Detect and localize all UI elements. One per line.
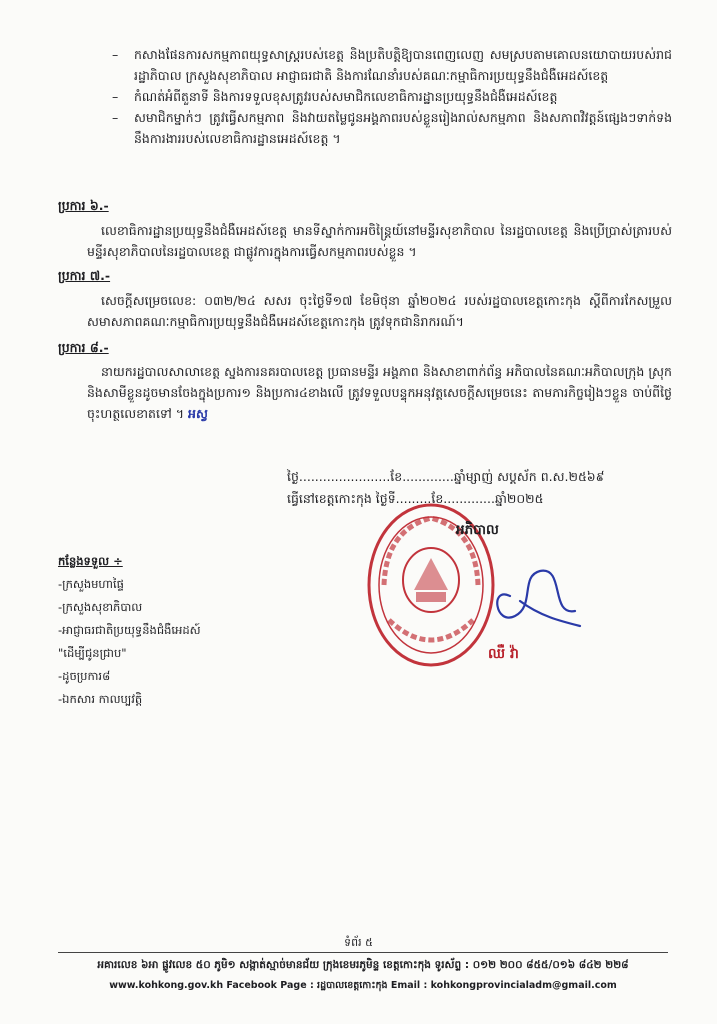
recipient-item: "ដើម្បីជូនជ្រាប" xyxy=(58,646,127,660)
article-8-text xyxy=(87,361,672,424)
recipient-item: -ឯកសារ កាលប្បវត្តិ xyxy=(58,692,143,706)
recipient-item: -ដូចប្រការ៨ xyxy=(58,669,111,683)
article-6-title: ប្រការ ៦.- xyxy=(58,198,109,213)
bullet-list xyxy=(112,44,672,149)
bullet-text: សមាជិកម្នាក់ៗ ត្រូវធ្វើសកម្មភាព និងវាយតម្លៃជូនអង្គភាពរបស់ខ្លួនរៀងរាល់សកម្មភាព និងសភាពវិវត្តន៍ផ្សេងៗទាក់ទងនឹងការងាររបស់លេខាធិការដ្ឋានអេដស៍ខេត្ត ។ xyxy=(134,110,672,146)
article-8-body: នាយករដ្ឋបាលសាលាខេត្ត ស្នងការនគរបាលខេត្ត ប្រធានមន្ទីរ អង្គភាព និងសាខាពាក់ព័ន្ធ អភិបាលនៃគណៈអភិបាលក្រុង ស្រុក និងសាមីខ្លួនដូចមានចែងក្នុងប្រការ១ និងប្រការ៤ខាងលើ ត្រូវទទួលបន្ទុកអនុវត្តសេចក្តីសម្រេចនេះ តាមភារកិច្ចរៀងៗខ្លួន ចាប់ពីថ្ងៃចុះហត្ថលេខាតទៅ ។ xyxy=(87,364,672,421)
recipient-item: -ក្រសួងសុខាភិបាល xyxy=(58,600,143,614)
solar-date-line: ធ្វើនៅខេត្តកោះកុង ថ្ងៃទី.........ខែ.............ឆ្នាំ២០២៥ xyxy=(287,491,544,506)
lunar-date-line: ថ្ងៃ.......................ខែ.............ឆ្នាំម្សាញ់ សប្តស័ក ព.ស.២៥៦៩ xyxy=(287,469,605,484)
recipients-block xyxy=(58,550,201,711)
recipients-title: កន្លែងទទួល ÷ xyxy=(58,554,123,568)
bullet-text: កសាងផែនការសកម្មភាពយុទ្ធសាស្ត្ររបស់ខេត្ត និងប្រតិបត្តិឱ្យបានពេញលេញ សមស្របតាមគោលនយោបាយរបស់រាជរដ្ឋាភិបាល ក្រសួងសុខាភិបាល អាជ្ញាធរជាតិ និងការណែនាំរបស់គណៈកម្មាធិការប្រយុទ្ធនឹងជំងឺអេដស៍ខេត្ត xyxy=(134,47,672,83)
bullet-dash: – xyxy=(112,110,119,125)
signatory-name: ឈឺ វ៉ា xyxy=(488,646,519,662)
recipient-item: -អាជ្ញាធរជាតិប្រយុទ្ធនឹងជំងឺអេដស៍ xyxy=(58,623,201,637)
bullet-item xyxy=(112,107,672,149)
article-8-title: ប្រការ ៨.- xyxy=(58,340,109,355)
footer-divider xyxy=(58,952,668,953)
handwritten-initials: អស្វ xyxy=(188,406,208,421)
bullet-item xyxy=(112,44,672,86)
article-7-title: ប្រការ ៧.- xyxy=(58,268,111,283)
bullet-item xyxy=(112,86,672,107)
signatory-title: អភិបាល xyxy=(456,522,499,538)
bullet-dash: – xyxy=(112,89,119,104)
article-6-text: លេខាធិការដ្ឋានប្រយុទ្ធនឹងជំងឺអេដស៍ខេត្ត មានទីស្នាក់ការអចិន្ត្រៃយ៍នៅមន្ទីរសុខាភិបាល នៃរដ្ឋបាលខេត្ត និងប្រើប្រាស់ត្រារបស់មន្ទីរសុខាភិបាលនៃរដ្ឋបាលខេត្ត ជាផ្លូវការក្នុងការធ្វើសកម្មភាពរបស់ខ្លួន ។ xyxy=(87,223,672,259)
footer-web: www.kohkong.gov.kh Facebook Page : រដ្ឋបាលខេត្តកោះកុង Email : kohkongprovincialadm@gmail.com xyxy=(109,980,617,991)
bullet-text: កំណត់អំពីតួនាទី និងការទទួលខុសត្រូវរបស់សមាជិកលេខាធិការដ្ឋានប្រយុទ្ធនឹងជំងឺអេដស៍ខេត្ត xyxy=(134,89,558,104)
page-number: ទំព័រ ៥ xyxy=(344,936,373,949)
bullet-dash: – xyxy=(112,47,119,62)
footer-address: អគារលេខ ៦អា ផ្លូវលេខ ៥០ ភូមិ១ សង្កាត់ស្មាច់មានជ័យ ក្រុងខេមរភូមិន្ទ ខេត្តកោះកុង ទូរស័ព្ទ : ០១២ ២០០ ៨៥៥/០១៦ ៨៤២ ២២៨ xyxy=(97,959,629,971)
article-7-text: សេចក្តីសម្រេចលេខ: ០៣២/២៤ សសរ ចុះថ្ងៃទី១៧ ខែមិថុនា ឆ្នាំ២០២៤ របស់រដ្ឋបាលខេត្តកោះកុង ស្តីពីការកែសម្រួលសមាសភាពគណៈកម្មាធិការប្រយុទ្ធនឹងជំងឺអេដស៍ខេត្តកោះកុង ត្រូវទុកជានិរាករណ៍។ xyxy=(87,293,672,329)
recipient-item: -ក្រសួងមហាផ្ទៃ xyxy=(58,577,124,591)
handwritten-signature xyxy=(480,556,590,636)
